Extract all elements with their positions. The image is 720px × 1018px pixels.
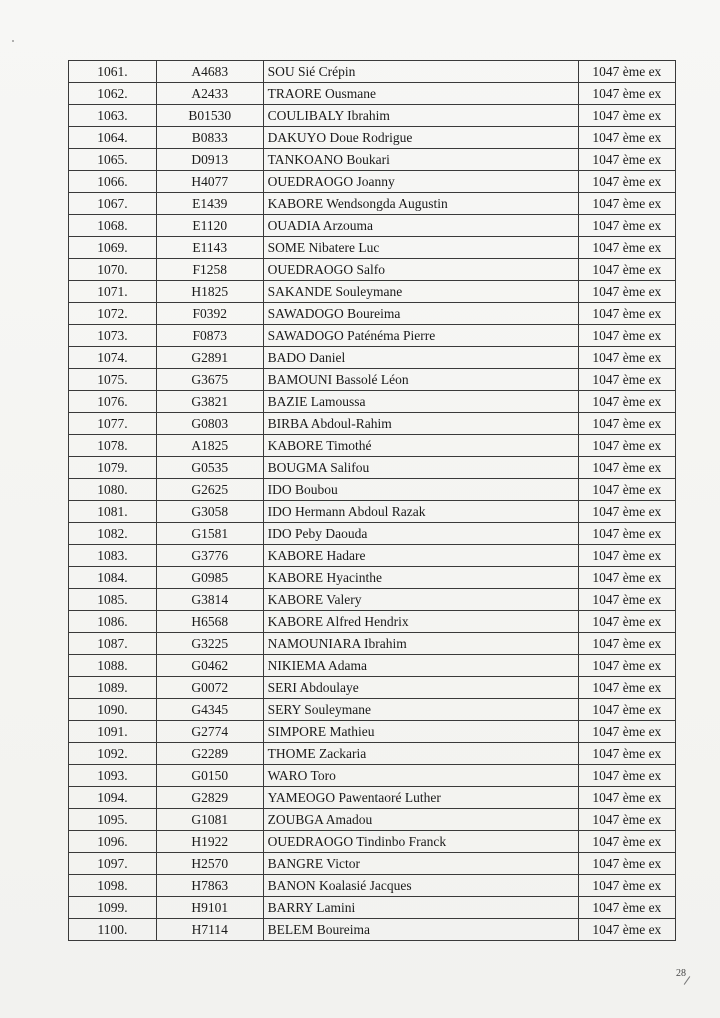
full-name-cell: KABORE Timothé <box>263 435 578 457</box>
row-number-cell: 1063. <box>69 105 157 127</box>
row-number-cell: 1071. <box>69 281 157 303</box>
table-row <box>69 655 676 677</box>
row-number-cell: 1069. <box>69 237 157 259</box>
row-number-cell: 1095. <box>69 809 157 831</box>
row-number-cell: 1075. <box>69 369 157 391</box>
registration-code-cell: G4345 <box>156 699 263 721</box>
registration-code-cell: G2289 <box>156 743 263 765</box>
full-name-cell: SERY Souleymane <box>263 699 578 721</box>
table-row <box>69 809 676 831</box>
row-number-cell: 1090. <box>69 699 157 721</box>
registration-code-cell: E1143 <box>156 237 263 259</box>
registration-code-cell: H2570 <box>156 853 263 875</box>
table-row <box>69 853 676 875</box>
full-name-cell: SOME Nibatere Luc <box>263 237 578 259</box>
registration-code-cell: H7863 <box>156 875 263 897</box>
row-number-cell: 1094. <box>69 787 157 809</box>
row-number-cell: 1065. <box>69 149 157 171</box>
table-row <box>69 215 676 237</box>
registration-code-cell: G3776 <box>156 545 263 567</box>
registration-code-cell: G1581 <box>156 523 263 545</box>
full-name-cell: WARO Toro <box>263 765 578 787</box>
session-cell: 1047 ème ex <box>578 677 675 699</box>
session-cell: 1047 ème ex <box>578 435 675 457</box>
table-row <box>69 171 676 193</box>
full-name-cell: BARRY Lamini <box>263 897 578 919</box>
row-number-cell: 1085. <box>69 589 157 611</box>
registration-code-cell: G3058 <box>156 501 263 523</box>
session-cell: 1047 ème ex <box>578 875 675 897</box>
registration-code-cell: A4683 <box>156 61 263 83</box>
full-name-cell: THOME Zackaria <box>263 743 578 765</box>
table-row <box>69 523 676 545</box>
row-number-cell: 1062. <box>69 83 157 105</box>
row-number-cell: 1073. <box>69 325 157 347</box>
table-row <box>69 127 676 149</box>
full-name-cell: KABORE Hyacinthe <box>263 567 578 589</box>
registration-code-cell: H1922 <box>156 831 263 853</box>
table-row <box>69 831 676 853</box>
registration-code-cell: G0535 <box>156 457 263 479</box>
session-cell: 1047 ème ex <box>578 655 675 677</box>
table-row <box>69 347 676 369</box>
session-cell: 1047 ème ex <box>578 457 675 479</box>
row-number-cell: 1084. <box>69 567 157 589</box>
registration-code-cell: D0913 <box>156 149 263 171</box>
row-number-cell: 1086. <box>69 611 157 633</box>
table-row <box>69 325 676 347</box>
session-cell: 1047 ème ex <box>578 369 675 391</box>
full-name-cell: NAMOUNIARA Ibrahim <box>263 633 578 655</box>
full-name-cell: SOU Sié Crépin <box>263 61 578 83</box>
table-row <box>69 61 676 83</box>
row-number-cell: 1098. <box>69 875 157 897</box>
row-number-cell: 1082. <box>69 523 157 545</box>
registration-code-cell: B0833 <box>156 127 263 149</box>
full-name-cell: COULIBALY Ibrahim <box>263 105 578 127</box>
table-row <box>69 237 676 259</box>
session-cell: 1047 ème ex <box>578 765 675 787</box>
row-number-cell: 1076. <box>69 391 157 413</box>
session-cell: 1047 ème ex <box>578 479 675 501</box>
full-name-cell: OUADIA Arzouma <box>263 215 578 237</box>
full-name-cell: IDO Peby Daouda <box>263 523 578 545</box>
row-number-cell: 1093. <box>69 765 157 787</box>
registration-code-cell: G2891 <box>156 347 263 369</box>
row-number-cell: 1092. <box>69 743 157 765</box>
table-row <box>69 567 676 589</box>
session-cell: 1047 ème ex <box>578 215 675 237</box>
registration-code-cell: H1825 <box>156 281 263 303</box>
session-cell: 1047 ème ex <box>578 633 675 655</box>
session-cell: 1047 ème ex <box>578 127 675 149</box>
page-number: 28 <box>676 968 686 979</box>
row-number-cell: 1097. <box>69 853 157 875</box>
full-name-cell: KABORE Hadare <box>263 545 578 567</box>
row-number-cell: 1067. <box>69 193 157 215</box>
registration-code-cell: G0985 <box>156 567 263 589</box>
registration-code-cell: H7114 <box>156 919 263 941</box>
session-cell: 1047 ème ex <box>578 501 675 523</box>
table-row <box>69 897 676 919</box>
registration-code-cell: G0462 <box>156 655 263 677</box>
session-cell: 1047 ème ex <box>578 105 675 127</box>
registration-code-cell: G3821 <box>156 391 263 413</box>
full-name-cell: BIRBA Abdoul-Rahim <box>263 413 578 435</box>
table-row <box>69 589 676 611</box>
full-name-cell: KABORE Alfred Hendrix <box>263 611 578 633</box>
table-row <box>69 193 676 215</box>
row-number-cell: 1088. <box>69 655 157 677</box>
session-cell: 1047 ème ex <box>578 413 675 435</box>
full-name-cell: OUEDRAOGO Joanny <box>263 171 578 193</box>
session-cell: 1047 ème ex <box>578 545 675 567</box>
row-number-cell: 1091. <box>69 721 157 743</box>
session-cell: 1047 ème ex <box>578 787 675 809</box>
registration-code-cell: G0150 <box>156 765 263 787</box>
full-name-cell: ZOUBGA Amadou <box>263 809 578 831</box>
full-name-cell: TRAORE Ousmane <box>263 83 578 105</box>
registration-code-cell: F0873 <box>156 325 263 347</box>
registration-code-cell: H4077 <box>156 171 263 193</box>
table-row <box>69 765 676 787</box>
scan-speck <box>12 40 14 42</box>
session-cell: 1047 ème ex <box>578 281 675 303</box>
registration-code-cell: G3814 <box>156 589 263 611</box>
session-cell: 1047 ème ex <box>578 171 675 193</box>
full-name-cell: SAWADOGO Paténéma Pierre <box>263 325 578 347</box>
registration-code-cell: G1081 <box>156 809 263 831</box>
session-cell: 1047 ème ex <box>578 325 675 347</box>
table-row <box>69 743 676 765</box>
table-row <box>69 281 676 303</box>
full-name-cell: KABORE Valery <box>263 589 578 611</box>
table-row <box>69 83 676 105</box>
registration-code-cell: B01530 <box>156 105 263 127</box>
row-number-cell: 1079. <box>69 457 157 479</box>
session-cell: 1047 ème ex <box>578 83 675 105</box>
row-number-cell: 1100. <box>69 919 157 941</box>
registration-code-cell: G0072 <box>156 677 263 699</box>
table-row <box>69 545 676 567</box>
full-name-cell: BADO Daniel <box>263 347 578 369</box>
session-cell: 1047 ème ex <box>578 391 675 413</box>
session-cell: 1047 ème ex <box>578 831 675 853</box>
table-row <box>69 721 676 743</box>
session-cell: 1047 ème ex <box>578 699 675 721</box>
registration-code-cell: G3675 <box>156 369 263 391</box>
registration-code-cell: H9101 <box>156 897 263 919</box>
session-cell: 1047 ème ex <box>578 61 675 83</box>
session-cell: 1047 ème ex <box>578 589 675 611</box>
session-cell: 1047 ème ex <box>578 809 675 831</box>
row-number-cell: 1061. <box>69 61 157 83</box>
table-row <box>69 787 676 809</box>
table-row <box>69 457 676 479</box>
full-name-cell: BELEM Boureima <box>263 919 578 941</box>
table-row <box>69 105 676 127</box>
row-number-cell: 1089. <box>69 677 157 699</box>
registration-code-cell: A1825 <box>156 435 263 457</box>
full-name-cell: TANKOANO Boukari <box>263 149 578 171</box>
full-name-cell: IDO Boubou <box>263 479 578 501</box>
row-number-cell: 1081. <box>69 501 157 523</box>
session-cell: 1047 ème ex <box>578 193 675 215</box>
session-cell: 1047 ème ex <box>578 347 675 369</box>
session-cell: 1047 ème ex <box>578 721 675 743</box>
row-number-cell: 1099. <box>69 897 157 919</box>
row-number-cell: 1096. <box>69 831 157 853</box>
row-number-cell: 1066. <box>69 171 157 193</box>
row-number-cell: 1077. <box>69 413 157 435</box>
full-name-cell: BAZIE Lamoussa <box>263 391 578 413</box>
table-row <box>69 435 676 457</box>
table-row <box>69 611 676 633</box>
session-cell: 1047 ème ex <box>578 743 675 765</box>
full-name-cell: DAKUYO Doue Rodrigue <box>263 127 578 149</box>
row-number-cell: 1083. <box>69 545 157 567</box>
full-name-cell: OUEDRAOGO Salfo <box>263 259 578 281</box>
session-cell: 1047 ème ex <box>578 149 675 171</box>
registration-code-cell: G3225 <box>156 633 263 655</box>
table-row <box>69 259 676 281</box>
table-row <box>69 413 676 435</box>
table-row <box>69 699 676 721</box>
row-number-cell: 1087. <box>69 633 157 655</box>
row-number-cell: 1080. <box>69 479 157 501</box>
table-row <box>69 303 676 325</box>
full-name-cell: BOUGMA Salifou <box>263 457 578 479</box>
row-number-cell: 1074. <box>69 347 157 369</box>
session-cell: 1047 ème ex <box>578 611 675 633</box>
registration-code-cell: G2625 <box>156 479 263 501</box>
session-cell: 1047 ème ex <box>578 523 675 545</box>
session-cell: 1047 ème ex <box>578 897 675 919</box>
full-name-cell: YAMEOGO Pawentaoré Luther <box>263 787 578 809</box>
full-name-cell: SAWADOGO Boureima <box>263 303 578 325</box>
session-cell: 1047 ème ex <box>578 259 675 281</box>
table-row <box>69 875 676 897</box>
full-name-cell: IDO Hermann Abdoul Razak <box>263 501 578 523</box>
full-name-cell: NIKIEMA Adama <box>263 655 578 677</box>
registration-code-cell: F1258 <box>156 259 263 281</box>
row-number-cell: 1070. <box>69 259 157 281</box>
session-cell: 1047 ème ex <box>578 567 675 589</box>
table-row <box>69 479 676 501</box>
row-number-cell: 1064. <box>69 127 157 149</box>
full-name-cell: KABORE Wendsongda Augustin <box>263 193 578 215</box>
full-name-cell: OUEDRAOGO Tindinbo Franck <box>263 831 578 853</box>
registration-code-cell: A2433 <box>156 83 263 105</box>
table-row <box>69 391 676 413</box>
full-name-cell: BANON Koalasié Jacques <box>263 875 578 897</box>
table-row <box>69 919 676 941</box>
registration-code-cell: E1439 <box>156 193 263 215</box>
row-number-cell: 1072. <box>69 303 157 325</box>
table-row <box>69 369 676 391</box>
registration-code-cell: E1120 <box>156 215 263 237</box>
table-row <box>69 633 676 655</box>
session-cell: 1047 ème ex <box>578 853 675 875</box>
session-cell: 1047 ème ex <box>578 303 675 325</box>
table-row <box>69 677 676 699</box>
row-number-cell: 1068. <box>69 215 157 237</box>
full-name-cell: SERI Abdoulaye <box>263 677 578 699</box>
registration-code-cell: H6568 <box>156 611 263 633</box>
full-name-cell: SAKANDE Souleymane <box>263 281 578 303</box>
registration-code-cell: F0392 <box>156 303 263 325</box>
full-name-cell: BANGRE Victor <box>263 853 578 875</box>
table-row <box>69 501 676 523</box>
row-number-cell: 1078. <box>69 435 157 457</box>
session-cell: 1047 ème ex <box>578 919 675 941</box>
registration-code-cell: G2774 <box>156 721 263 743</box>
full-name-cell: SIMPORE Mathieu <box>263 721 578 743</box>
registration-code-cell: G2829 <box>156 787 263 809</box>
table-row <box>69 149 676 171</box>
session-cell: 1047 ème ex <box>578 237 675 259</box>
full-name-cell: BAMOUNI Bassolé Léon <box>263 369 578 391</box>
roster-table <box>68 60 676 941</box>
registration-code-cell: G0803 <box>156 413 263 435</box>
roster-table-body <box>69 61 676 941</box>
